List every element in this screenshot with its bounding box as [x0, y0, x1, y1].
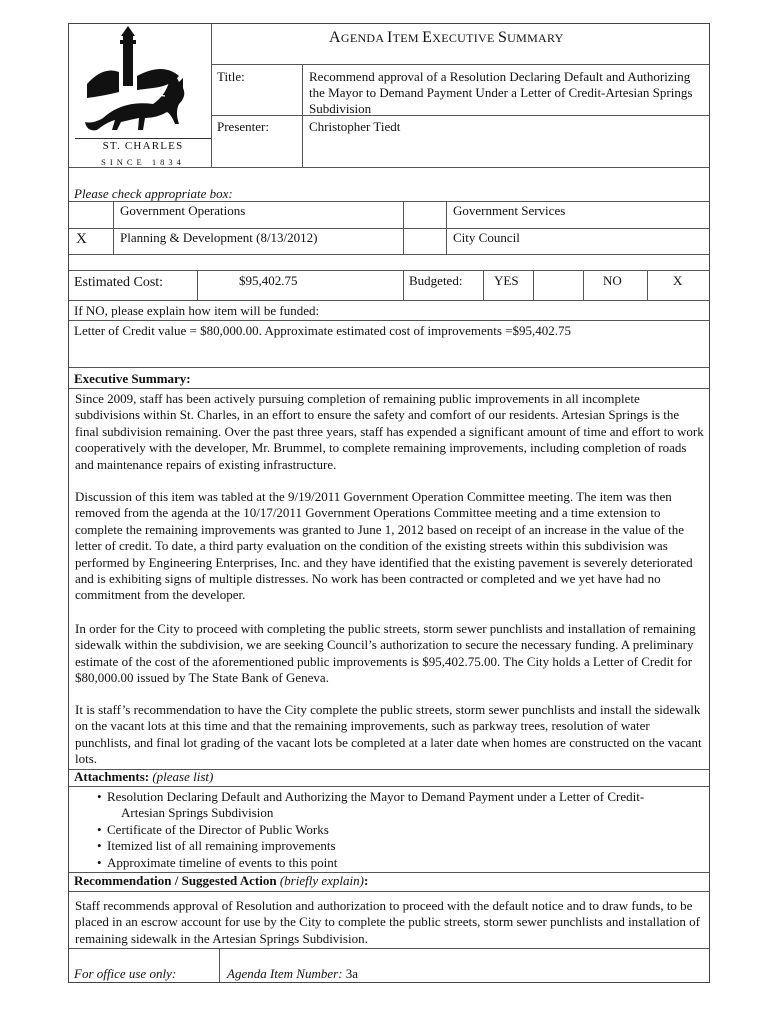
option-planning-development: Planning & Development (8/13/2012)	[120, 230, 318, 245]
option-government-services: Government Services	[453, 203, 566, 218]
recommendation-text: Staff recommends approval of Resolution and authorization to proceed with the default notice and to draw funds, to be placed in an escrow account for use by the City to complete the public streets, storm sewer punchlists and installation of remaining sidewalk in the Artesian Springs Subdivision.	[75, 898, 700, 946]
yes-label: YES	[494, 273, 519, 288]
fox-and-tower-icon	[83, 26, 203, 134]
presenter-label: Presenter:	[217, 119, 269, 134]
logo-since: SINCE 1834	[101, 157, 185, 167]
summary-paragraph: In order for the City to proceed with completing the public streets, storm sewer punchlists and installation of remaining sidewalk within the subdivision, we are seeking Council’s authorization to secure the necessary funding. A preliminary estimate of the cost of the aforementioned public improvements is $95,402.75.00. The City holds a Letter of Credit for $80,000.00 issued by The State Bank of Geneva.	[75, 621, 696, 686]
check-prompt: Please check appropriate box:	[74, 186, 233, 201]
budgeted-label: Budgeted:	[409, 273, 463, 288]
option-city-council: City Council	[453, 230, 520, 245]
presenter-value: Christopher Tiedt	[309, 119, 401, 134]
logo-city-name: ST. CHARLES	[102, 140, 184, 152]
attachments-list	[97, 789, 697, 871]
st-charles-logo	[75, 26, 211, 166]
executive-summary-heading: Executive Summary:	[74, 371, 191, 386]
summary-paragraph: Since 2009, staff has been actively pursuing completion of remaining public improvements in all incomplete subdivisions within St. Charles, in an effort to ensure the safety and comfort of our residents. Artesian Springs is the final subdivision remaining. Over the past three years, staff has expended a significant amount of time and effort to work cooperatively with the developer, Mr. Brummel, to complete remaining improvements, including completion of roads and maintenance repairs of existing infrastructure.	[75, 391, 704, 472]
agenda-form	[68, 23, 710, 983]
summary-paragraph: It is staff’s recommendation to have the City complete the public streets, storm sewer punchlists and install the sidewalk on the vacant lots at this time and that the remaining improvements, such as parkway trees, resolution of water punchlists, and final lot grading of the vacant lots be completed at a later date when homes are constructed on the vacant lots.	[75, 702, 702, 767]
agenda-item-number: Agenda Item Number: 3a	[227, 966, 359, 981]
funding-answer: Letter of Credit value = $80,000.00. Approximate estimated cost of improvements =$95,402.75	[74, 323, 572, 338]
check-mark-planning[interactable]: X	[76, 231, 87, 247]
recommendation-heading: Recommendation / Suggested Action (briefly explain):	[74, 873, 369, 888]
attachments-heading: Attachments: (please list)	[74, 769, 214, 784]
list-item: • Certificate of the Director of Public Works	[97, 822, 697, 838]
funding-question: If NO, please explain how item will be funded:	[74, 303, 320, 318]
list-item: • Itemized list of all remaining improvements	[97, 838, 697, 854]
title-label: Title:	[217, 69, 245, 84]
office-use-label: For office use only:	[74, 966, 177, 981]
no-mark[interactable]: X	[673, 273, 683, 288]
page-title: AGENDA ITEM EXECUTIVE SUMMARY	[329, 29, 564, 46]
estimated-cost-label: Estimated Cost:	[74, 275, 164, 290]
no-label: NO	[603, 273, 622, 288]
list-item: • Resolution Declaring Default and Authorizing the Mayor to Demand Payment under a Letter of Credit- Artesian Springs Subdivision	[97, 789, 697, 822]
summary-paragraph: Discussion of this item was tabled at the 9/19/2011 Government Operation Committee meeting. The item was then removed from the agenda at the 10/17/2011 Government Operations Committee meeting and a time extension to complete the remaining improvements was granted to June 1, 2012 based on receipt of an increase in the value of the letter of credit. To date, a third party evaluation on the condition of the existing streets within this subdivision was performed by Engineering Enterprises, Inc. and they have identified that the existing pavement is severely deteriorated and is exhibiting signs of multiple distresses. No work has been contracted or completed and we yet have had no commitment from the developer.	[75, 489, 693, 603]
title-value: Recommend approval of a Resolution Declaring Default and Authorizing the Mayor to Demand Payment Under a Letter of Credit-Artesian Springs Subdivision	[309, 69, 693, 116]
estimated-cost-value: $95,402.75	[239, 273, 298, 288]
option-government-operations: Government Operations	[120, 203, 246, 218]
list-item: • Approximate timeline of events to this point	[97, 855, 697, 871]
